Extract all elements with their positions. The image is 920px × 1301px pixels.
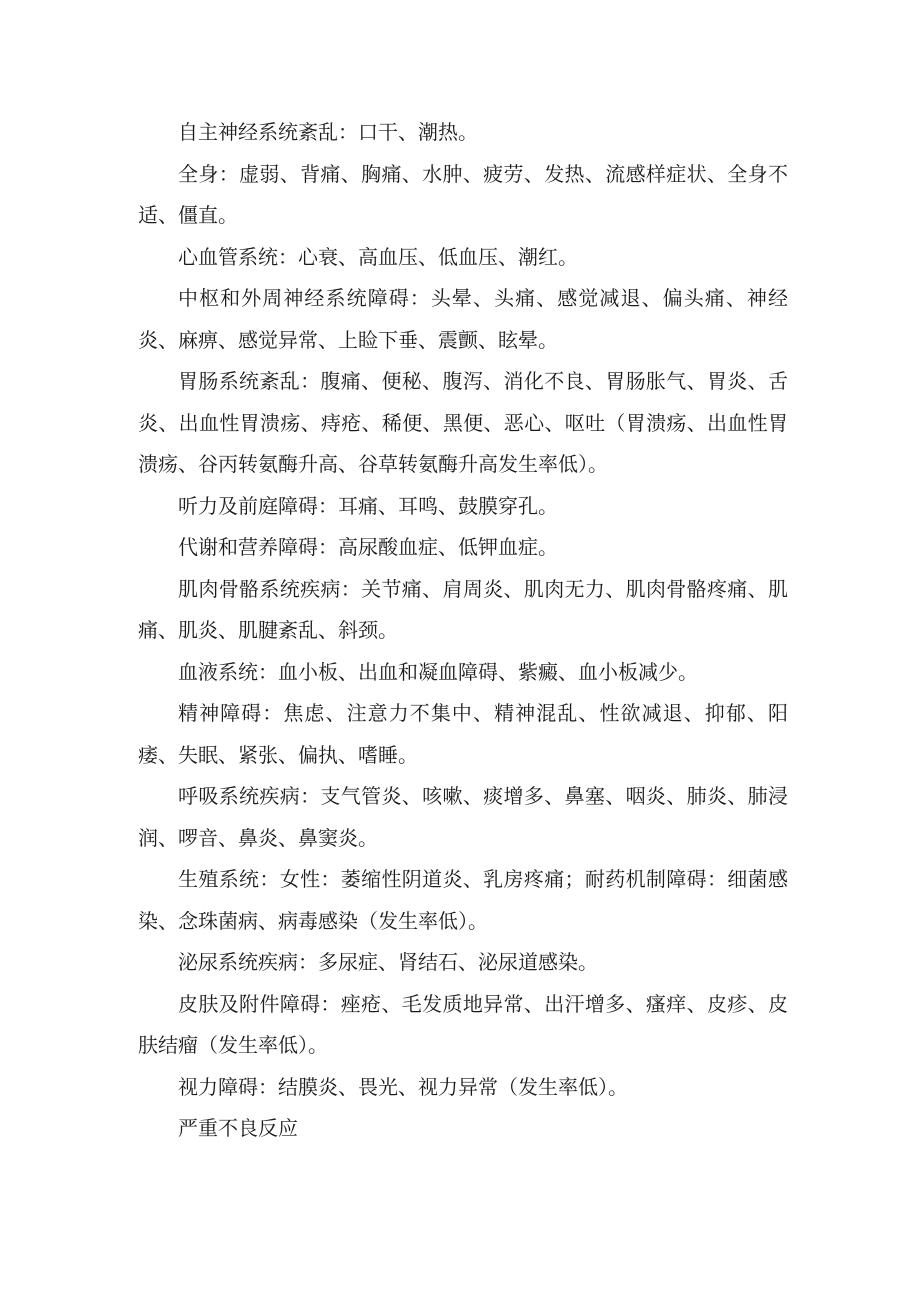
paragraph-whole-body: 全身：虚弱、背痛、胸痛、水肿、疲劳、发热、流感样症状、全身不适、僵直。: [138, 161, 788, 227]
paragraph-urinary: 泌尿系统疾病：多尿症、肾结石、泌尿道感染。: [178, 950, 598, 974]
paragraph-cardiovascular: 心血管系统：心衰、高血压、低血压、潮红。: [178, 244, 578, 269]
paragraph-metabolic: 代谢和营养障碍：高尿酸血症、低钾血症。: [178, 535, 558, 559]
section-heading-serious-adverse-reactions: 严重不良反应: [178, 1116, 298, 1140]
paragraph-musculoskeletal: 肌肉骨骼系统疾病：关节痛、肩周炎、肌肉无力、肌肉骨骼疼痛、肌痛、肌炎、肌腱紊乱、斜颈。: [138, 576, 788, 642]
paragraph-psychiatric: 精神障碍：焦虑、注意力不集中、精神混乱、性欲减退、抑郁、阳痿、失眠、紧张、偏执、嗜睡。: [138, 701, 788, 767]
paragraph-hearing-vestibular: 听力及前庭障碍：耳痛、耳鸣、鼓膜穿孔。: [178, 493, 558, 518]
paragraph-blood: 血液系统：血小板、出血和凝血障碍、紫癜、血小板减少。: [178, 659, 698, 684]
paragraph-respiratory: 呼吸系统疾病：支气管炎、咳嗽、痰增多、鼻塞、咽炎、肺炎、肺浸润、啰音、鼻炎、鼻窦炎。: [138, 784, 788, 850]
paragraph-gastrointestinal: 胃肠系统紊乱：腹痛、便秘、腹泻、消化不良、胃肠胀气、胃炎、舌炎、出血性胃溃疡、痔疮、稀便、黑便、恶心、呕吐（胃溃疡、出血性胃溃疡、谷丙转氨酶升高、谷草转氨酶升高发生率低）。: [138, 369, 788, 476]
paragraph-vision: 视力障碍：结膜炎、畏光、视力异常（发生率低）。: [178, 1074, 628, 1099]
paragraph-autonomic-nervous: 自主神经系统紊乱：口干、潮热。: [178, 120, 478, 144]
document-body: [138, 112, 788, 1150]
paragraph-nervous-system: 中枢和外周神经系统障碍：头晕、头痛、感觉减退、偏头痛、神经炎、麻痹、感觉异常、上睑下垂、震颤、眩晕。: [138, 286, 788, 352]
paragraph-skin: 皮肤及附件障碍：痤疮、毛发质地异常、出汗增多、瘙痒、皮疹、皮肤结瘤（发生率低）。: [138, 991, 788, 1057]
paragraph-reproductive: 生殖系统：女性：萎缩性阴道炎、乳房疼痛；耐药机制障碍：细菌感染、念珠菌病、病毒感染（发生率低）。: [138, 867, 788, 933]
